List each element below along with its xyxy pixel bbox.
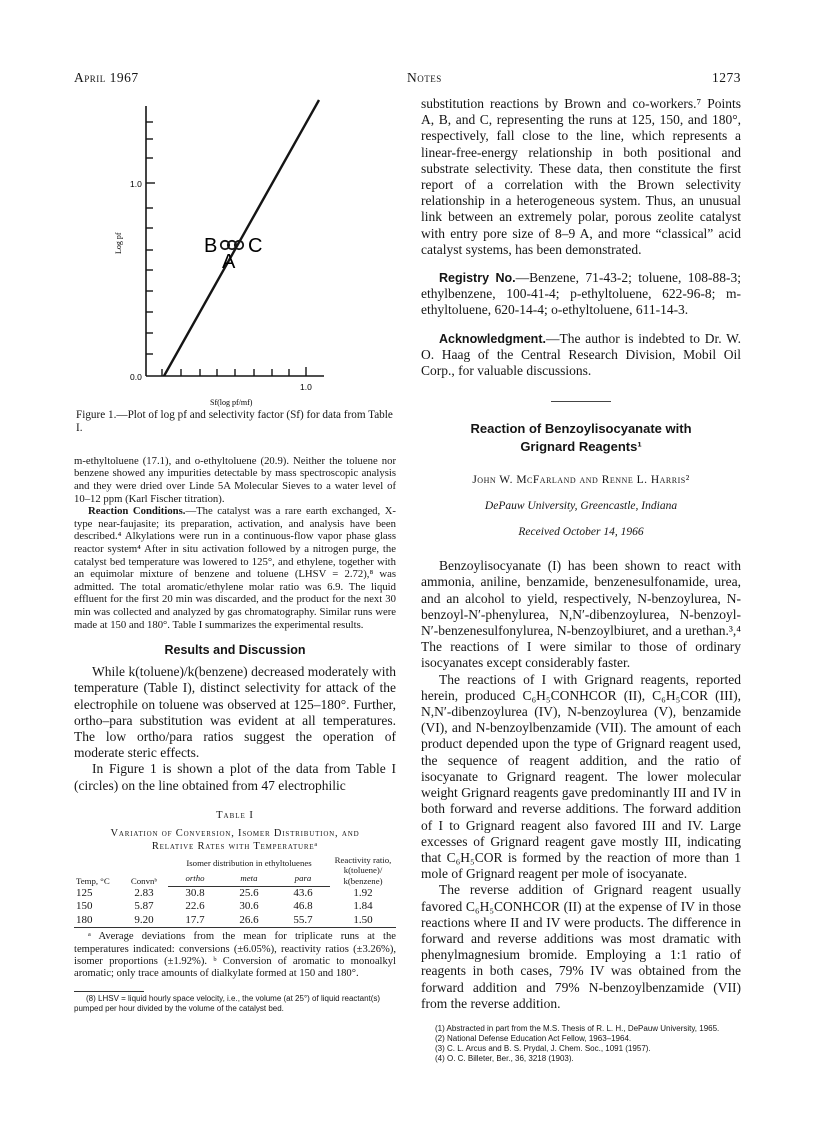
x-tick-label: 1.0 bbox=[300, 382, 312, 392]
reaction-conditions-paragraph bbox=[74, 505, 396, 631]
figure-1 bbox=[74, 92, 396, 407]
footnote-divider bbox=[74, 991, 144, 992]
results-paragraph: The reactions of I with Grignard reagents, reported herein, produced C₆H₅CONHCOR (II), C₆H₅COR (III), N,N′-dibenzoylurea (IV), N-benzoylurea (V), benzamide (VI), and N-benzoylbenzamide (VII). The amount of each product depended upon the type of Grignard reagent used, the sequence of reagent addition, and the ratio of isocyanate to Grignard reagent. The lower molecular weight Grignard reagents gave predominantly III and IV in both forward and reverse additions. The forward addition of I to Grignard reagent also favored III and IV. Large excesses of Grignard reagent gave mostly III, indicating that C₆H₅COR is formed by the reaction of more than 1 mole of Grignard reagent per mole of isocyanate. bbox=[421, 671, 741, 882]
results-paragraph-2: In Figure 1 is shown a plot of the data from Table I (circles) on the line obtained from 47 electrophilic bbox=[74, 761, 396, 793]
footnote-8: (8) LHSV = liquid hourly space velocity, i.e., the volume (at 25°) of liquid reactant(s) pumped per hour divided by the volume of the catalyst bed. bbox=[74, 994, 381, 1014]
col-isomer-distribution: Isomer distribution in ethyltoluenes bbox=[186, 858, 312, 869]
y-tick-label-high: 1.0 bbox=[130, 179, 142, 189]
label-c: C bbox=[248, 235, 263, 257]
reaction-conditions-heading: Reaction Conditions. bbox=[88, 505, 186, 518]
table-footnotes: ᵃ Average deviations from the mean for triplicate runs at the temperatures indicated: conversions (±6.05%), reactivity ratios (±3.26%), isomer proportions (±1.92%). ᵇ Conversion of aromatic to monoalkyl aromatic; only trace amounts of dialkylate formed at 150 and 180°. bbox=[74, 931, 396, 980]
y-tick-label-low: 0.0 bbox=[130, 372, 142, 382]
label-b: B bbox=[204, 235, 218, 257]
y-ticks bbox=[146, 122, 155, 354]
registry-text: —Benzene, 71-43-2; toluene, 108-88-3; ethylbenzene, 100-41-4; p-ethyltoluene, 622-96-8; m-ethyltoluene, 620-14-4; o-ethyltoluene, 611-14-3. bbox=[421, 270, 741, 318]
x-axis-label: Sf(log pf/mf) bbox=[210, 398, 253, 407]
table-row: 150 5.87 22.6 30.6 46.8 1.84 bbox=[76, 900, 373, 913]
footnote-3: (3) C. L. Arcus and B. S. Prydal, J. Chem. Soc., 1091 (1957). bbox=[435, 1043, 651, 1053]
footnote-4: (4) O. C. Billeter, Ber., 36, 3218 (1903). bbox=[435, 1053, 574, 1063]
acknowledgment-paragraph bbox=[421, 331, 741, 380]
acknowledgment-heading: Acknowledgment. bbox=[439, 331, 546, 346]
experimental-paragraph: m-ethyltoluene (17.1), and o-ethyltoluene (20.9). Neither the toluene nor benzene showed any impurities detectable by mass spectroscopic analysis and they were dried over Linde 5A Molecular Sieves to a water level of 10–12 ppm (Karl Fischer titration). bbox=[74, 454, 396, 505]
footnote-1: (1) Abstracted in part from the M.S. Thesis of R. L. H., DePauw University, 1965. bbox=[435, 1023, 720, 1033]
table-subtitle-line-2: Relative Rates with Temperatureᵃ bbox=[151, 840, 319, 852]
reaction-conditions-text: —The catalyst was a rare earth exchanged, X-type near-faujasite; its preparation, activation, and analysis have been described.⁴ Alkylations were run in a continuous-flow vapor phase glass reactor system⁴ After in situ activation followed by a nitrogen purge, the catalyst bed temperature was lowered to 125°, and ethylene, together with an equimolar mixture of benzene and toluene (LHSV = 2.72),⁸ was admitted. The total aromatic/ethylene molar ratio was 6.9. The liquid effluent for the first 20 min was discarded, and the product for the next 30 min was collected and analyzed by gas chromatography. Similar runs were made at 150 and 180°. Table I summarizes the experimental results. bbox=[74, 505, 396, 631]
results-heading: Results and Discussion bbox=[164, 643, 306, 658]
figure-plot bbox=[74, 92, 396, 407]
article-authors: John W. McFarland and Renne L. Harris² bbox=[472, 474, 690, 487]
table-title: Table I bbox=[216, 809, 254, 821]
label-a: A bbox=[222, 251, 236, 273]
article-title-line-2: Grignard Reagents¹ bbox=[520, 439, 642, 455]
col-conversion: Convnᵇ bbox=[130, 875, 158, 886]
received-date: Received October 14, 1966 bbox=[518, 526, 644, 539]
table-subtitle bbox=[74, 827, 396, 853]
table-row: 125 2.83 30.8 25.6 43.6 1.92 bbox=[76, 886, 373, 899]
acknowledgment-text: —The author is indebted to Dr. W. O. Haag of the Central Research Division, Mobil Oil Corp., for valuable discussions. bbox=[421, 330, 741, 379]
article-divider bbox=[551, 401, 611, 402]
journal-date: April 1967 bbox=[74, 70, 139, 85]
table-row: 180 9.20 17.7 26.6 55.7 1.50 bbox=[74, 914, 396, 928]
intro-paragraph: Benzoylisocyanate (I) has been shown to react with ammonia, aniline, benzamide, benzenesulfonamide, urea, and an alcohol to yield, respectively, N-benzoylurea, N-benzoyl-N′-phenylurea, N,N′-dibenzoylurea, N-benzoyl-N′-benzenesulfonylurea, N-benzoylbiuret, and a urethan.³,⁴ The reactions of I were similar to those of ordinary isocyanates except considerably faster. bbox=[421, 558, 741, 671]
col-meta: meta bbox=[222, 869, 276, 886]
footnotes bbox=[421, 1024, 741, 1064]
page-header bbox=[74, 70, 741, 90]
reverse-addition-paragraph: The reverse addition of Grignard reagent usually favored C₆H₅CONHCOR (II) at the expense of IV in those reactions where II and IV were products. The difference in forward and reverse additions was most dramatic with phenylmagnesium bromide. Employing a 1:1 ratio of reagents in both cases, 79% IV was obtained from the forward addition and 79% N-benzoylbenzamide (VII) from the reverse addition. bbox=[421, 882, 741, 1011]
y-axis-label: Log pf bbox=[114, 232, 123, 254]
col-reactivity-ratio: Reactivity ratio, k(toluene)/ k(benzene) bbox=[334, 854, 392, 886]
registry-paragraph bbox=[421, 270, 741, 319]
table-subtitle-line-1: Variation of Conversion, Isomer Distribution, and bbox=[110, 827, 360, 839]
results-paragraph-1: While k(toluene)/k(benzene) decreased moderately with temperature (Table I), distinct selectivity for attack of the electrophile on toluene was observed at 125–180°. Further, ortho–para substitution was evident at all temperatures. The low ortho/para ratios suggest the operation of moderate steric effects. bbox=[74, 664, 396, 761]
results-table bbox=[74, 855, 396, 929]
x-ticks bbox=[162, 367, 306, 376]
figure-caption: Figure 1.—Plot of log pf and selectivity factor (Sf) for data from Table I. bbox=[76, 409, 393, 435]
discussion-continued: substitution reactions by Brown and co-workers.⁷ Points A, B, and C, representing the runs at 125, 150, and 180°, respectively, fall close to the line, which represents a linear-free-energy relationship in both positional and substrate selectivity. These data, then constitute the first report of a correlation with the Brown selectivity relationship in a heterogeneous system. Thus, an unusual link between an extremely polar, porous zeolite catalyst with entry pore size of 8–9 A, and more “classical” acid catalyst systems, has been demonstrated. bbox=[421, 96, 741, 257]
article-affiliation: DePauw University, Greencastle, Indiana bbox=[484, 500, 678, 513]
col-temp: Temp, °C bbox=[76, 875, 110, 886]
footnote-2: (2) National Defense Education Act Fellow, 1963–1964. bbox=[435, 1033, 632, 1043]
col-ortho: ortho bbox=[168, 869, 222, 886]
article-title-line-1: Reaction of Benzoylisocyanate with bbox=[470, 421, 692, 437]
left-column bbox=[74, 92, 396, 1014]
section-name: Notes bbox=[407, 70, 442, 85]
fit-line bbox=[164, 100, 319, 376]
col-para: para bbox=[276, 869, 330, 886]
right-column bbox=[421, 96, 741, 1064]
page-number: 1273 bbox=[712, 70, 741, 85]
registry-heading: Registry No. bbox=[439, 271, 516, 286]
